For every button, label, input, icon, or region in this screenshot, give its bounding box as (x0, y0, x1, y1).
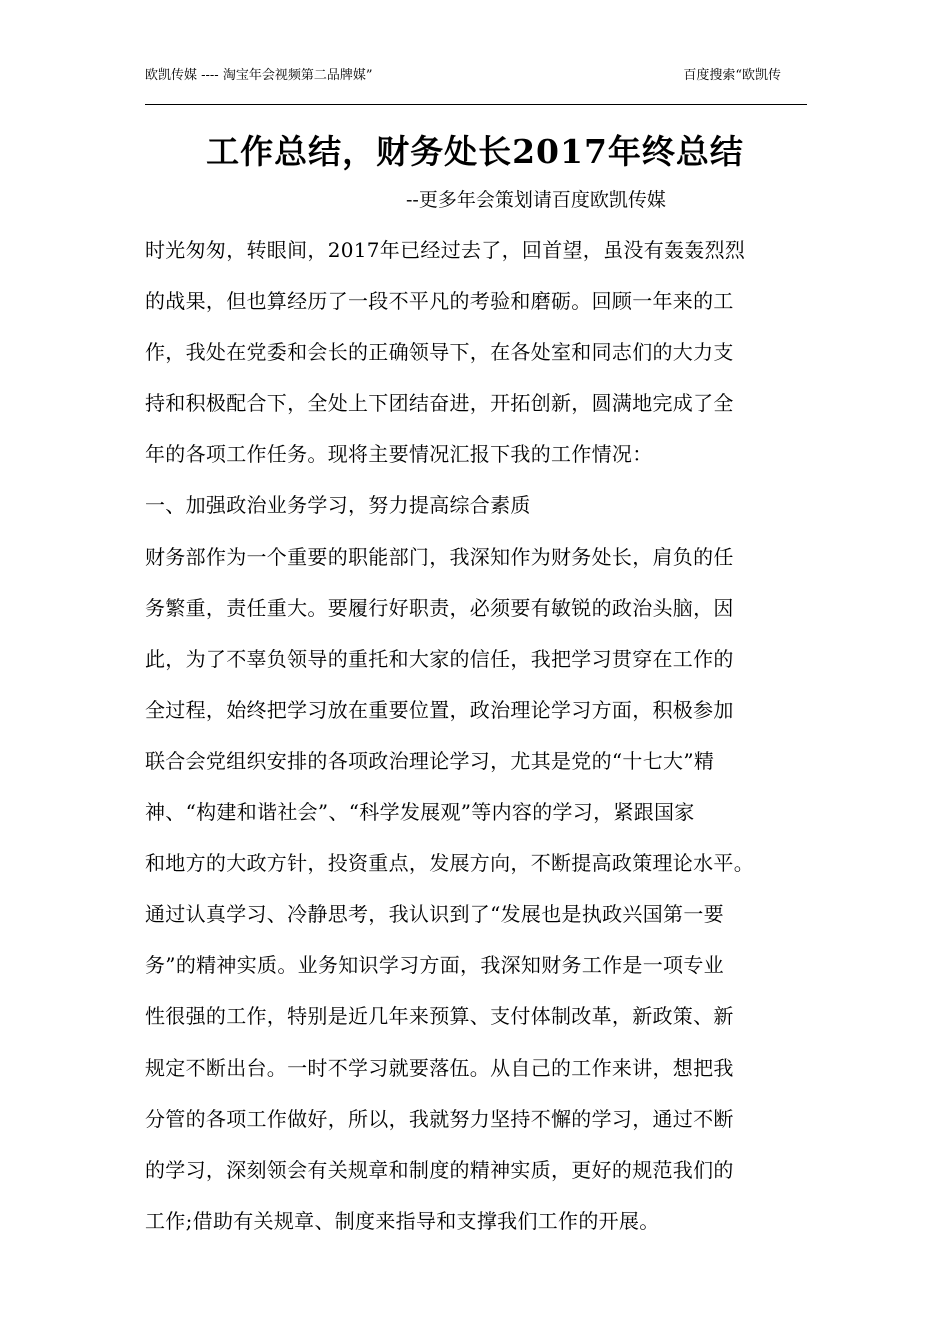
body-line: 规定不断出台。一时不学习就要落伍。从自己的工作来讲，想把我 (145, 1055, 734, 1080)
section-heading: 一、加强政治业务学习，努力提高综合素质 (145, 493, 531, 518)
body-line: 工作;借助有关规章、制度来指导和支撑我们工作的开展。 (145, 1208, 660, 1233)
body-line: 神、“构建和谐社会”、“科学发展观”等内容的学习，紧跟国家 (145, 800, 695, 825)
body-line: 联合会党组织安排的各项政治理论学习，尤其是党的“十七大”精 (145, 748, 715, 773)
document-body (145, 228, 805, 1250)
body-line: 和地方的大政方针，投资重点，发展方向，不断提高政策理论水平。 (145, 851, 754, 876)
body-line: 性很强的工作，特别是近几年来预算、支付体制改革，新政策、新 (145, 1004, 734, 1029)
body-line: 的战果，但也算经历了一段不平凡的考验和磨砺。回顾一年来的工 (145, 289, 734, 314)
body-line: 年的各项工作任务。现将主要情况汇报下我的工作情况： (145, 442, 653, 467)
header-left-text: 欧凯传媒 ---- 淘宝年会视频第二品牌媒” (145, 68, 373, 83)
body-line: 全过程，始终把学习放在重要位置，政治理论学习方面，积极参加 (145, 697, 734, 722)
body-line: 的学习，深刻领会有关规章和制度的精神实质，更好的规范我们的 (145, 1157, 734, 1182)
body-line: 务”的精神实质。业务知识学习方面，我深知财务工作是一项专业 (145, 953, 724, 978)
header-right-text: 百度搜索“欧凯传 (683, 68, 781, 83)
body-line: 通过认真学习、冷静思考，我认识到了“发展也是执政兴国第一要 (145, 902, 724, 927)
body-line: 作，我处在党委和会长的正确领导下，在各处室和同志们的大力支 (145, 340, 734, 365)
body-line: 持和积极配合下，全处上下团结奋进，开拓创新，圆满地完成了全 (145, 391, 734, 416)
document-title: 工作总结，财务处长2017年终总结 (206, 132, 744, 171)
document-subtitle: --更多年会策划请百度欧凯传媒 (406, 189, 666, 211)
body-line: 务繁重，责任重大。要履行好职责，必须要有敏锐的政治头脑，因 (145, 595, 734, 620)
page-header (145, 66, 807, 105)
body-line: 此，为了不辜负领导的重托和大家的信任，我把学习贯穿在工作的 (145, 646, 734, 671)
body-line: 财务部作为一个重要的职能部门，我深知作为财务处长，肩负的任 (145, 544, 734, 569)
body-line: 分管的各项工作做好，所以，我就努力坚持不懈的学习，通过不断 (145, 1106, 734, 1131)
body-line: 时光匆匆，转眼间，2017年已经过去了，回首望，虽没有轰轰烈烈 (145, 238, 746, 262)
